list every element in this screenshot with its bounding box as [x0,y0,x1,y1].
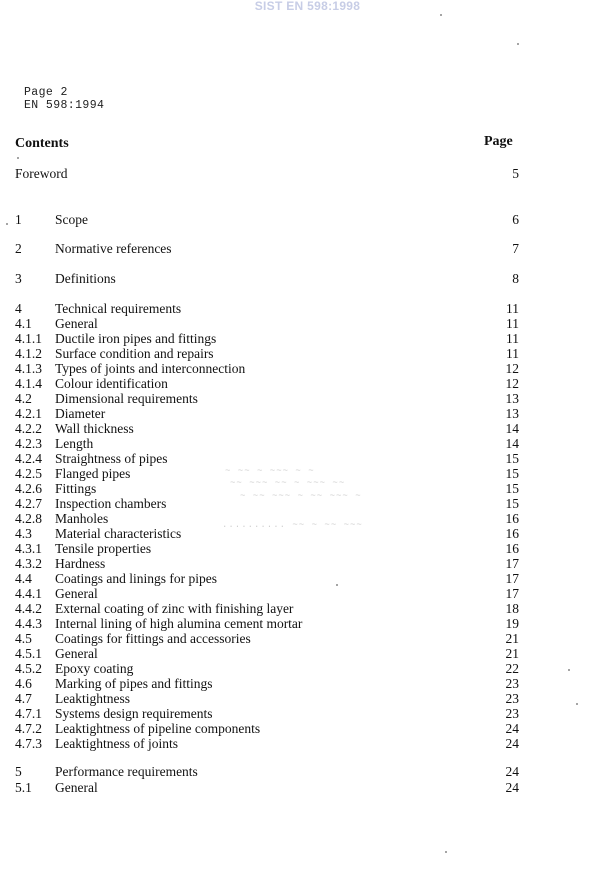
toc-page-number: 12 [505,361,519,376]
toc-section-title: General [55,586,98,601]
toc-section-number: 5.1 [15,780,32,795]
toc-section-number: 4.4.1 [15,586,42,601]
toc-section-number: 4.2.4 [15,451,42,466]
toc-section-number: 4.1.2 [15,346,42,361]
toc-page-number: 16 [505,526,519,541]
toc-page-number: 8 [512,271,519,286]
toc-section-number: 4.5.2 [15,661,42,676]
toc-section-title: Internal lining of high alumina cement mortar [55,616,303,631]
toc-section-title: Coatings and linings for pipes [55,571,217,586]
toc-entry [0,661,615,676]
toc-page-number: 24 [505,736,519,751]
scan-smudge: ~~ ~~~ ~~ ~ ~~~ ~~ [230,478,346,488]
toc-entry [0,646,615,661]
toc-section-title: Technical requirements [55,301,182,316]
scan-speck [576,703,578,705]
page-column-heading: Page [484,134,513,149]
toc-section-number: 4.3 [15,526,32,541]
toc-entry [0,376,615,391]
toc-section-title: Foreword [15,166,68,181]
toc-entry [0,586,615,601]
toc-entry [0,780,615,795]
toc-entry [0,316,615,331]
toc-section-number: 4.2.1 [15,406,42,421]
scan-smudge: ~ ~~ ~~~ ~ ~~ ~~~ ~ [240,491,362,501]
toc-section-title: Epoxy coating [55,661,134,676]
toc-section-number: 4.2.7 [15,496,42,511]
toc-entry [0,721,615,736]
toc-entry [0,556,615,571]
toc-section-title: Normative references [55,241,172,256]
toc-section-number: 4.7 [15,691,32,706]
toc-section-title: Dimensional requirements [55,391,198,406]
toc-page-number: 23 [505,676,519,691]
toc-section-title: General [55,646,98,661]
scan-speck [336,584,338,586]
toc-section-number: 4.1.4 [15,376,42,391]
page-label: Page 2 [24,86,68,99]
toc-entry [0,421,615,436]
toc-entry [0,676,615,691]
toc-page-number: 15 [505,451,519,466]
toc-page-number: 14 [505,436,519,451]
toc-page-number: 16 [505,541,519,556]
toc-page-number: 17 [505,571,519,586]
toc-section-number: 4.3.2 [15,556,42,571]
toc-page-number: 11 [506,346,519,361]
toc-entry [0,691,615,706]
toc-section-number: 5 [15,764,22,779]
toc-section-title: Definitions [55,271,116,286]
toc-entry [0,764,615,779]
toc-section-number: 4.7.3 [15,736,42,751]
toc-page-number: 12 [505,376,519,391]
toc-section-title: Coatings for fittings and accessories [55,631,251,646]
toc-section-title: Marking of pipes and fittings [55,676,213,691]
toc-page-number: 23 [505,706,519,721]
toc-section-number: 4.3.1 [15,541,42,556]
toc-entry [0,241,615,256]
toc-entry [0,331,615,346]
toc-section-number: 4.4.2 [15,601,42,616]
toc-section-number: 4 [15,301,22,316]
toc-page-number: 15 [505,496,519,511]
toc-page-number: 16 [505,511,519,526]
toc-entry [0,212,615,227]
toc-section-number: 4.2.3 [15,436,42,451]
toc-section-number: 2 [15,241,22,256]
toc-entry [0,166,615,181]
toc-section-title: Length [55,436,94,451]
toc-entry [0,571,615,586]
toc-section-title: Leaktightness of pipeline components [55,721,261,736]
toc-page-number: 5 [512,166,519,181]
toc-page-number: 14 [505,421,519,436]
toc-section-number: 4.2.8 [15,511,42,526]
toc-section-title: Performance requirements [55,764,198,779]
toc-section-number: 4.2 [15,391,32,406]
toc-entry [0,391,615,406]
toc-page-number: 24 [505,721,519,736]
toc-section-number: 4.1 [15,316,32,331]
toc-page-number: 19 [505,616,519,631]
toc-section-title: Systems design requirements [55,706,213,721]
toc-page-number: 11 [506,331,519,346]
toc-entry [0,631,615,646]
toc-page-number: 15 [505,481,519,496]
toc-page-number: 24 [505,764,519,779]
scan-speck [6,223,8,225]
toc-page-number: 13 [505,391,519,406]
toc-entry [0,541,615,556]
toc-section-number: 4.7.1 [15,706,42,721]
toc-entry [0,736,615,751]
toc-entry [0,451,615,466]
toc-section-title: Flanged pipes [55,466,131,481]
toc-section-title: Scope [55,212,88,227]
toc-entry [0,346,615,361]
toc-section-number: 4.6 [15,676,32,691]
toc-page-number: 21 [505,646,519,661]
toc-section-title: Straightness of pipes [55,451,168,466]
toc-section-title: Surface condition and repairs [55,346,214,361]
toc-section-title: Colour identification [55,376,168,391]
toc-page-number: 6 [512,212,519,227]
toc-page-number: 17 [505,586,519,601]
toc-page-number: 18 [505,601,519,616]
toc-entry [0,271,615,286]
toc-section-title: Hardness [55,556,106,571]
toc-section-title: General [55,316,98,331]
toc-page-number: 23 [505,691,519,706]
toc-page-number: 17 [505,556,519,571]
scan-speck [568,669,570,671]
toc-section-number: 4.7.2 [15,721,42,736]
toc-section-title: Material characteristics [55,526,182,541]
toc-section-number: 4.2.6 [15,481,42,496]
standard-number: EN 598:1994 [24,99,105,112]
toc-page-number: 13 [505,406,519,421]
toc-entry [0,436,615,451]
toc-section-number: 3 [15,271,22,286]
toc-section-number: 4.4.3 [15,616,42,631]
toc-section-title: Types of joints and interconnection [55,361,246,376]
scan-speck [445,851,447,853]
toc-entry [0,406,615,421]
toc-entry [0,706,615,721]
toc-page-number: 22 [505,661,519,676]
toc-section-number: 4.5.1 [15,646,42,661]
toc-entry [0,361,615,376]
toc-page-number: 15 [505,466,519,481]
scan-smudge: .......... ~~ ~ ~~ ~~~ [222,520,363,530]
toc-section-title: Wall thickness [55,421,134,436]
toc-entry [0,601,615,616]
toc-section-title: Leaktightness of joints [55,736,178,751]
scan-speck [517,43,519,45]
toc-page-number: 11 [506,301,519,316]
toc-section-title: Ductile iron pipes and fittings [55,331,217,346]
toc-section-title: Fittings [55,481,97,496]
toc-section-title: General [55,780,98,795]
scan-speck [440,14,442,16]
toc-section-title: Manholes [55,511,109,526]
scan-smudge: ~ ~~ ~ ~~~ ~ ~ [225,466,315,476]
toc-section-title: Inspection chambers [55,496,167,511]
toc-section-number: 1 [15,212,22,227]
toc-section-title: Tensile properties [55,541,152,556]
toc-page-number: 21 [505,631,519,646]
toc-page-number: 11 [506,316,519,331]
scan-speck [17,157,19,159]
toc-section-number: 4.2.5 [15,466,42,481]
toc-section-title: Leaktightness [55,691,130,706]
toc-section-title: Diameter [55,406,106,421]
toc-section-title: External coating of zinc with finishing layer [55,601,294,616]
toc-entry [0,301,615,316]
toc-section-number: 4.1.1 [15,331,42,346]
toc-section-number: 4.4 [15,571,32,586]
toc-entry [0,616,615,631]
toc-section-number: 4.5 [15,631,32,646]
toc-page-number: 24 [505,780,519,795]
watermark: SIST EN 598:1998 [254,0,361,13]
toc-page-number: 7 [512,241,519,256]
contents-heading: Contents [15,136,69,151]
toc-section-number: 4.2.2 [15,421,42,436]
toc-section-number: 4.1.3 [15,361,42,376]
